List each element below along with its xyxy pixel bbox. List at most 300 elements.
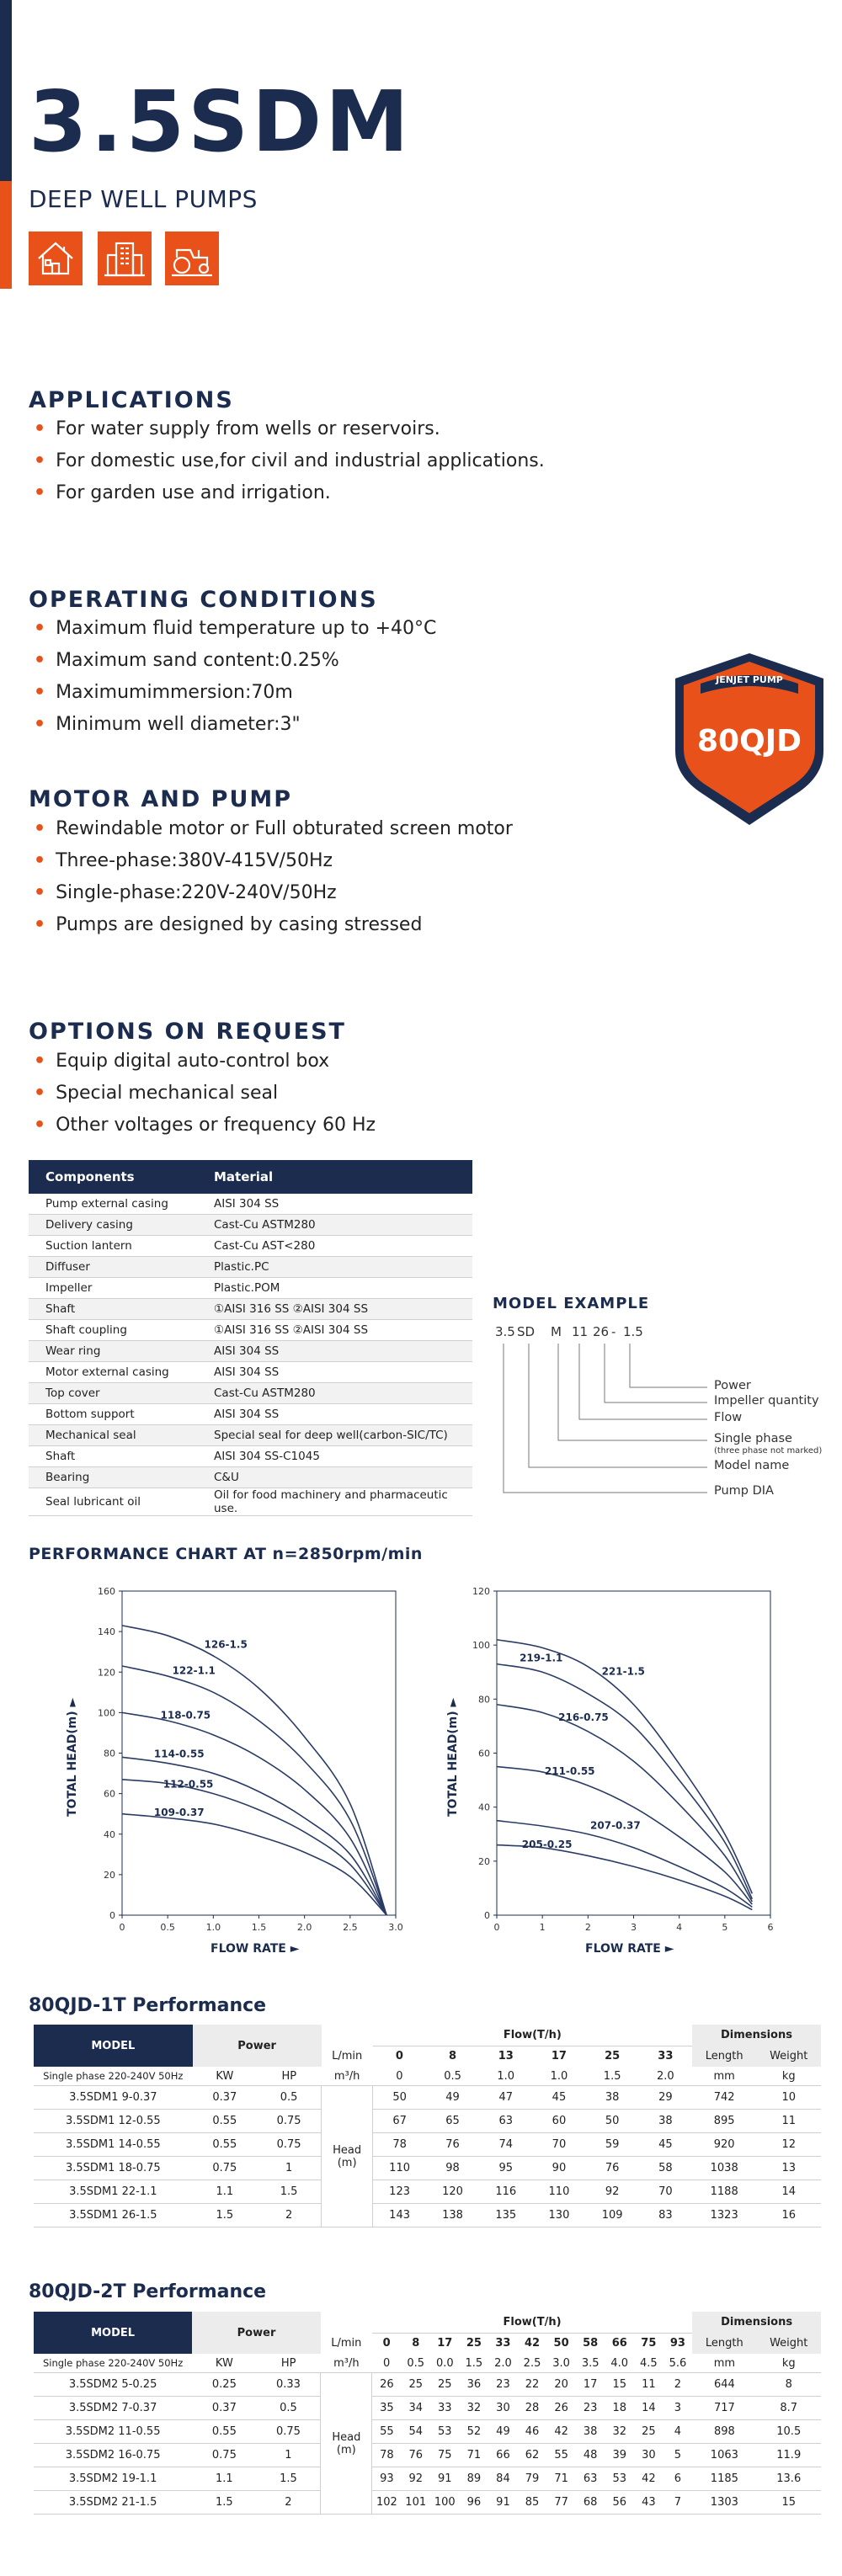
hp-cell: 1 (257, 2157, 321, 2180)
component-material: Oil for food machinery and pharmaceutic use. (197, 1488, 472, 1516)
head-value: 130 (532, 2204, 585, 2227)
flow-lmin-value: 0 (382, 2337, 391, 2350)
weight-cell: 13 (756, 2157, 821, 2180)
flow-m3h-value: 0.0 (430, 2354, 460, 2373)
head-value: 76 (401, 2444, 430, 2467)
column-header-length: Length (692, 2046, 756, 2067)
series-line-205-0.25 (497, 1845, 752, 1910)
head-value: 92 (401, 2467, 430, 2491)
column-header-flow: Flow(T/h) (372, 2312, 692, 2333)
x-tick-label: 3 (631, 1922, 637, 1933)
component-name: Wear ring (29, 1341, 197, 1362)
table-row (34, 2086, 821, 2110)
y-tick-label: 120 (98, 1667, 115, 1679)
head-value: 26 (372, 2373, 402, 2397)
head-value: 79 (518, 2467, 547, 2491)
head-value: 84 (488, 2467, 518, 2491)
column-header-power: Power (192, 2312, 321, 2354)
component-material: C&U (197, 1467, 472, 1488)
y-tick-label: 60 (478, 1748, 490, 1759)
series-line-112-0.55 (122, 1780, 386, 1915)
y-tick-label: 100 (98, 1707, 115, 1719)
chart1-xlabel: FLOW RATE ► (210, 1942, 300, 1956)
model-cell: 3.5SDM1 26-1.5 (34, 2204, 193, 2227)
table-row (29, 1299, 472, 1320)
component-name: Pump external casing (29, 1194, 197, 1215)
head-value: 76 (426, 2133, 479, 2157)
weight-cell: 16 (756, 2204, 821, 2227)
y-tick-label: 0 (109, 1910, 115, 1921)
series-line-216-0.75 (497, 1705, 752, 1902)
x-tick-label: 2.5 (343, 1922, 358, 1933)
flow-lmin-value: 8 (412, 2337, 420, 2350)
y-tick-label: 40 (104, 1828, 115, 1840)
head-value: 11 (634, 2373, 663, 2397)
flow-lmin-value: 13 (498, 2050, 514, 2063)
head-value: 66 (488, 2444, 518, 2467)
column-header-dimensions: Dimensions (692, 2312, 821, 2333)
y-tick-label: 120 (472, 1586, 490, 1597)
spacer-cell (321, 2312, 372, 2333)
model-badge (665, 648, 834, 829)
head-value: 91 (430, 2467, 460, 2491)
component-material: AISI 304 SS (197, 1362, 472, 1383)
head-value: 30 (488, 2397, 518, 2420)
hp-cell: 0.75 (257, 2420, 321, 2444)
head-value: 47 (479, 2086, 532, 2110)
unit-kg: kg (757, 2354, 822, 2373)
flow-lmin-value: 0 (395, 2050, 403, 2063)
head-value: 25 (430, 2373, 460, 2397)
kw-cell: 1.5 (193, 2204, 257, 2227)
weight-cell: 11.9 (757, 2444, 822, 2467)
y-tick-label: 20 (478, 1855, 490, 1867)
curve-label: 221-1.5 (601, 1665, 645, 1678)
model-cell: 3.5SDM1 9-0.37 (34, 2086, 193, 2110)
unit-hp: HP (257, 2067, 321, 2086)
unit-kw: KW (192, 2354, 256, 2373)
component-name: Mechanical seal (29, 1425, 197, 1446)
hp-cell: 2 (257, 2204, 321, 2227)
head-value: 48 (576, 2444, 605, 2467)
head-value: 96 (460, 2491, 489, 2515)
weight-cell: 13.6 (757, 2467, 822, 2491)
phase-label: Single phase 220-240V 50Hz (34, 2354, 192, 2373)
options-heading: OPTIONS ON REQUEST (29, 1019, 346, 1045)
component-name: Suction lantern (29, 1236, 197, 1257)
chart1-ylabel: TOTAL HEAD(m) ► (66, 1697, 79, 1817)
model-part-impeller: 26 (593, 1324, 610, 1339)
head-value: 58 (639, 2157, 692, 2180)
component-material: Plastic.POM (197, 1278, 472, 1299)
model-example-connectors (497, 1340, 716, 1500)
kw-cell: 0.55 (193, 2133, 257, 2157)
head-value: 42 (634, 2467, 663, 2491)
curve-label: 205-0.25 (521, 1838, 573, 1850)
table2-title: 80QJD-2T Performance (29, 2281, 267, 2302)
head-label: Head (333, 2143, 362, 2157)
head-value: 38 (639, 2110, 692, 2133)
list-item: • Maximum sand content:0.25% (34, 650, 339, 671)
weight-cell: 10 (756, 2086, 821, 2110)
component-material: Cast-Cu ASTM280 (197, 1215, 472, 1236)
table-row (34, 2373, 821, 2397)
hp-cell: 0.75 (257, 2110, 321, 2133)
x-tick-label: 2 (584, 1922, 591, 1933)
head-value: 110 (373, 2157, 426, 2180)
head-value: 6 (663, 2467, 693, 2491)
unit-kw: KW (193, 2067, 257, 2086)
head-value: 102 (372, 2491, 402, 2515)
x-tick-label: 2.0 (296, 1922, 312, 1933)
head-value: 45 (532, 2086, 585, 2110)
head-cell (322, 2086, 373, 2227)
component-name: Delivery casing (29, 1215, 197, 1236)
head-value: 18 (605, 2397, 634, 2420)
kw-cell: 1.1 (192, 2467, 256, 2491)
flow-m3h-value: 0.5 (401, 2354, 430, 2373)
head-value: 62 (518, 2444, 547, 2467)
head-value: 49 (488, 2420, 518, 2444)
head-value: 54 (401, 2420, 430, 2444)
head-value: 15 (605, 2373, 634, 2397)
head-unit: (m) (336, 2443, 356, 2456)
list-item: • Three-phase:380V-415V/50Hz (34, 850, 333, 871)
head-value: 39 (605, 2444, 634, 2467)
head-value: 34 (401, 2397, 430, 2420)
curve-label: 109-0.37 (153, 1807, 205, 1819)
head-value: 93 (372, 2467, 402, 2491)
column-header: Components (29, 1160, 197, 1194)
flow-m3h-value: 0 (372, 2354, 402, 2373)
length-cell: 895 (692, 2110, 756, 2133)
head-value: 3 (663, 2397, 693, 2420)
head-value: 56 (605, 2491, 634, 2515)
model-cell: 3.5SDM1 22-1.1 (34, 2180, 193, 2204)
model-label-phase-note: (three phase not marked) (714, 1446, 823, 1456)
head-value: 53 (605, 2467, 634, 2491)
head-value: 91 (488, 2491, 518, 2515)
head-value: 76 (586, 2157, 639, 2180)
head-value: 55 (546, 2444, 576, 2467)
list-item: • Equip digital auto-control box (34, 1051, 330, 1072)
curve-label: 112-0.55 (163, 1778, 214, 1791)
component-name: Shaft (29, 1299, 197, 1320)
length-cell: 1185 (692, 2467, 756, 2491)
x-tick-label: 0 (119, 1922, 125, 1933)
flow-lmin-value: 25 (466, 2337, 482, 2350)
head-value: 32 (460, 2397, 489, 2420)
head-cell (321, 2373, 372, 2515)
kw-cell: 0.75 (192, 2444, 256, 2467)
spacer-cell (322, 2025, 373, 2046)
head-value: 70 (532, 2133, 585, 2157)
component-name: Shaft coupling (29, 1320, 197, 1341)
head-value: 101 (401, 2491, 430, 2515)
hp-cell: 1.5 (257, 2467, 321, 2491)
length-cell: 1188 (692, 2180, 756, 2204)
weight-cell: 12 (756, 2133, 821, 2157)
kw-cell: 0.37 (192, 2397, 256, 2420)
kw-cell: 0.25 (192, 2373, 256, 2397)
curve-label: 114-0.55 (153, 1748, 205, 1760)
table-row (34, 2444, 821, 2467)
table-row (29, 1467, 472, 1488)
table-row (34, 2491, 821, 2515)
head-unit: (m) (337, 2156, 357, 2169)
model-cell: 3.5SDM2 16-0.75 (34, 2444, 192, 2467)
head-value: 75 (430, 2444, 460, 2467)
head-label: Head (332, 2430, 361, 2444)
head-value: 2 (663, 2373, 693, 2397)
head-value: 70 (639, 2180, 692, 2204)
badge-model: 80QJD (697, 724, 802, 758)
hp-cell: 0.75 (257, 2133, 321, 2157)
component-name: Diffuser (29, 1257, 197, 1278)
head-value: 89 (460, 2467, 489, 2491)
flow-m3h-value: 3.0 (546, 2354, 576, 2373)
column-header-weight: Weight (757, 2333, 822, 2354)
column-header: Material (197, 1160, 472, 1194)
length-cell: 1323 (692, 2204, 756, 2227)
head-value: 92 (586, 2180, 639, 2204)
flow-lmin-value: 93 (669, 2337, 685, 2350)
flow-lmin-value: 8 (449, 2050, 457, 2063)
flow-lmin-value: 50 (553, 2337, 569, 2350)
model-part-flow: 11 (572, 1324, 589, 1339)
head-value: 23 (576, 2397, 605, 2420)
x-tick-label: 3.0 (388, 1922, 403, 1933)
head-value: 20 (546, 2373, 576, 2397)
head-value: 52 (460, 2420, 489, 2444)
head-value: 95 (479, 2157, 532, 2180)
list-item: • Other voltages or frequency 60 Hz (34, 1115, 376, 1136)
component-material: Special seal for deep well(carbon-SIC/TC) (197, 1425, 472, 1446)
head-value: 98 (426, 2157, 479, 2180)
weight-cell: 8 (757, 2373, 822, 2397)
component-name: Top cover (29, 1383, 197, 1404)
component-name: Bottom support (29, 1404, 197, 1425)
head-value: 85 (518, 2491, 547, 2515)
model-example-heading: MODEL EXAMPLE (493, 1295, 650, 1312)
head-value: 78 (373, 2133, 426, 2157)
component-material: Plastic.PC (197, 1257, 472, 1278)
head-value: 23 (488, 2373, 518, 2397)
applications-heading: APPLICATIONS (29, 387, 234, 413)
head-value: 7 (663, 2491, 693, 2515)
y-tick-label: 40 (478, 1802, 490, 1813)
x-tick-label: 1.5 (251, 1922, 267, 1933)
unit-mm: mm (692, 2354, 756, 2373)
flow-m3h-value: 4.5 (634, 2354, 663, 2373)
performance-heading: PERFORMANCE CHART AT n=2850rpm/min (29, 1545, 423, 1563)
hp-cell: 1.5 (257, 2180, 321, 2204)
column-header-flow: Flow(T/h) (373, 2025, 692, 2046)
y-tick-label: 80 (478, 1694, 490, 1706)
unit-kg: kg (756, 2067, 821, 2086)
head-value: 83 (639, 2204, 692, 2227)
flow-m3h-value: 1.5 (460, 2354, 489, 2373)
table-row (29, 1215, 472, 1236)
kw-cell: 1.1 (193, 2180, 257, 2204)
head-value: 4 (663, 2420, 693, 2444)
component-material: AISI 304 SS (197, 1194, 472, 1215)
head-value: 71 (460, 2444, 489, 2467)
head-value: 26 (546, 2397, 576, 2420)
curve-label: 216-0.75 (558, 1711, 609, 1723)
unit-lmin: L/min (331, 2337, 362, 2350)
table-row (34, 2204, 821, 2227)
x-tick-label: 5 (722, 1922, 728, 1933)
table-row (29, 1446, 472, 1467)
performance-chart-2t (459, 1583, 796, 1936)
list-item: • Special mechanical seal (34, 1083, 279, 1104)
head-value: 77 (546, 2491, 576, 2515)
model-cell: 3.5SDM2 19-1.1 (34, 2467, 192, 2491)
kw-cell: 1.5 (192, 2491, 256, 2515)
model-cell: 3.5SDM2 11-0.55 (34, 2420, 192, 2444)
table-row (34, 2180, 821, 2204)
component-material: Cast-Cu ASTM280 (197, 1383, 472, 1404)
component-material: AISI 304 SS (197, 1404, 472, 1425)
head-value: 49 (426, 2086, 479, 2110)
component-name: Shaft (29, 1446, 197, 1467)
head-value: 50 (586, 2110, 639, 2133)
flow-m3h-value: 0 (373, 2067, 426, 2086)
series-line-126-1.5 (122, 1626, 386, 1915)
x-tick-label: 1.0 (205, 1922, 221, 1933)
head-value: 14 (634, 2397, 663, 2420)
table-row (29, 1362, 472, 1383)
flow-m3h-value: 1.0 (479, 2067, 532, 2086)
weight-cell: 8.7 (757, 2397, 822, 2420)
hp-cell: 0.5 (257, 2397, 321, 2420)
performance-table-2t (34, 2312, 821, 2515)
kw-cell: 0.55 (192, 2420, 256, 2444)
model-part-dia: 3.5 (495, 1324, 515, 1339)
head-value: 46 (518, 2420, 547, 2444)
series-line-211-0.55 (497, 1767, 752, 1905)
y-tick-label: 20 (104, 1869, 115, 1881)
table-row (29, 1383, 472, 1404)
head-value: 50 (373, 2086, 426, 2110)
head-value: 25 (634, 2420, 663, 2444)
head-value: 38 (576, 2420, 605, 2444)
kw-cell: 0.37 (193, 2086, 257, 2110)
column-header-dimensions: Dimensions (692, 2025, 821, 2046)
length-cell: 1303 (692, 2491, 756, 2515)
head-value: 109 (586, 2204, 639, 2227)
column-header-power: Power (193, 2025, 322, 2067)
unit-hp: HP (257, 2354, 321, 2373)
table-row (34, 2157, 821, 2180)
x-tick-label: 0 (493, 1922, 500, 1933)
model-part-name: SD (517, 1324, 536, 1339)
list-item: • For garden use and irrigation. (34, 482, 331, 503)
flow-m3h-value: 2.5 (518, 2354, 547, 2373)
component-material: AISI 304 SS-C1045 (197, 1446, 472, 1467)
curve-label: 118-0.75 (160, 1709, 211, 1722)
model-label-phase: Single phase (714, 1432, 792, 1445)
table-row (29, 1278, 472, 1299)
head-value: 65 (426, 2110, 479, 2133)
components-table (29, 1160, 472, 1516)
head-value: 22 (518, 2373, 547, 2397)
phase-label: Single phase 220-240V 50Hz (34, 2067, 193, 2086)
header-accent-bar (0, 0, 12, 181)
head-value: 25 (401, 2373, 430, 2397)
hp-cell: 0.33 (257, 2373, 321, 2397)
head-value: 28 (518, 2397, 547, 2420)
performance-table-1t (34, 2025, 821, 2227)
header-accent-bar-orange (0, 181, 12, 289)
list-item: • Maximumimmersion:70m (34, 682, 293, 703)
kw-cell: 0.75 (193, 2157, 257, 2180)
model-cell: 3.5SDM2 5-0.25 (34, 2373, 192, 2397)
house-icon (29, 232, 83, 285)
flow-m3h-value: 1.5 (586, 2067, 639, 2086)
list-item: • Single-phase:220V-240V/50Hz (34, 882, 337, 903)
flow-m3h-value: 4.0 (605, 2354, 634, 2373)
series-line-114-0.55 (122, 1757, 386, 1915)
flow-m3h-value: 2.0 (488, 2354, 518, 2373)
page-subtitle: DEEP WELL PUMPS (29, 185, 258, 213)
model-label-impeller: Impeller quantity (714, 1394, 819, 1408)
model-label-power: Power (714, 1379, 751, 1392)
flow-lmin-value: 17 (437, 2337, 453, 2350)
flow-lmin-value: 42 (524, 2337, 541, 2350)
table-row (29, 1194, 472, 1215)
tractor-icon (165, 232, 219, 285)
table-row (29, 1236, 472, 1257)
model-label-flow: Flow (714, 1411, 743, 1424)
motor-heading: MOTOR AND PUMP (29, 786, 293, 812)
chart2-ylabel: TOTAL HEAD(m) ► (446, 1697, 460, 1817)
unit-m3h: m³/h (321, 2354, 372, 2373)
head-value: 35 (372, 2397, 402, 2420)
table-row (34, 2133, 821, 2157)
weight-cell: 14 (756, 2180, 821, 2204)
unit-mm: mm (692, 2067, 756, 2086)
column-header-model: MODEL (34, 2025, 193, 2067)
length-cell: 644 (692, 2373, 756, 2397)
table-row (29, 1341, 472, 1362)
head-value: 120 (426, 2180, 479, 2204)
weight-cell: 10.5 (757, 2420, 822, 2444)
y-tick-label: 80 (104, 1748, 115, 1759)
building-icon (98, 232, 152, 285)
head-value: 135 (479, 2204, 532, 2227)
head-value: 32 (605, 2420, 634, 2444)
series-line-122-1.1 (122, 1666, 386, 1915)
length-cell: 898 (692, 2420, 756, 2444)
curve-label: 126-1.5 (204, 1638, 248, 1651)
length-cell: 920 (692, 2133, 756, 2157)
x-tick-label: 1 (539, 1922, 546, 1933)
series-line-221-1.5 (497, 1640, 752, 1894)
list-item: • Minimum well diameter:3" (34, 714, 301, 735)
head-value: 71 (546, 2467, 576, 2491)
component-name: Impeller (29, 1278, 197, 1299)
head-value: 29 (639, 2086, 692, 2110)
kw-cell: 0.55 (193, 2110, 257, 2133)
table-row (34, 2467, 821, 2491)
head-value: 17 (576, 2373, 605, 2397)
component-name: Motor external casing (29, 1362, 197, 1383)
weight-cell: 11 (756, 2110, 821, 2133)
model-part-dash: - (611, 1324, 616, 1339)
series-line-109-0.37 (122, 1814, 386, 1915)
